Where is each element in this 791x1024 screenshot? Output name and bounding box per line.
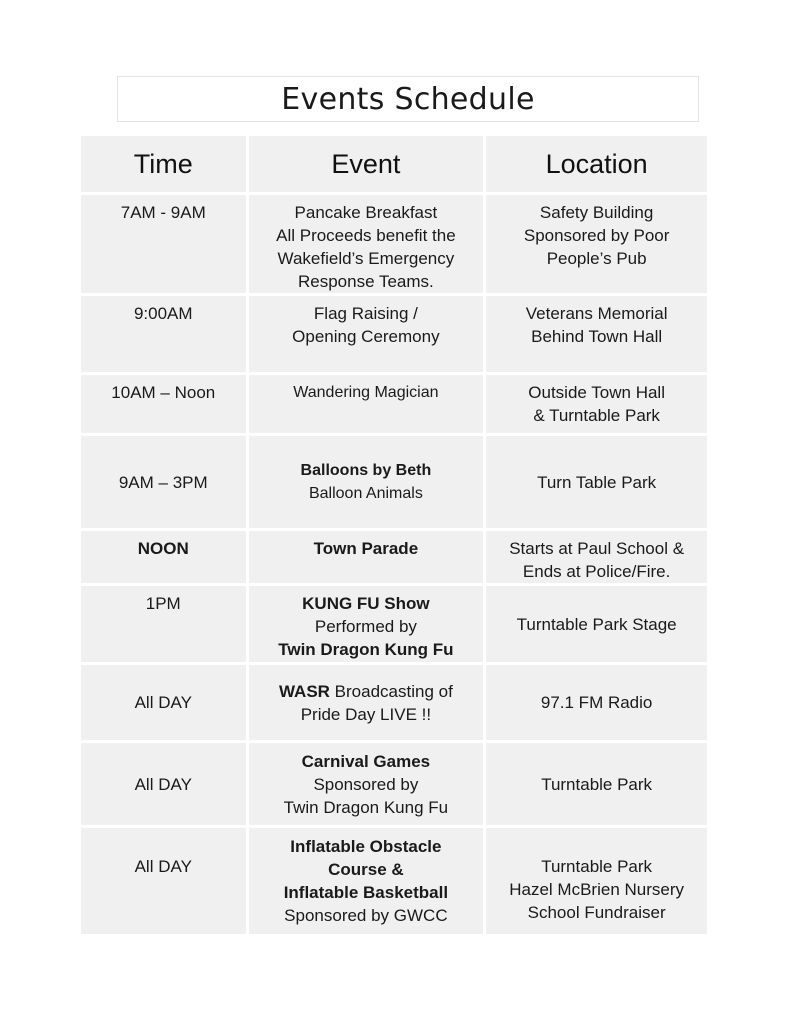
location-line: Behind Town Hall [531,327,663,346]
location-line: & Turntable Park [533,406,660,425]
event-line: Opening Ceremony [292,327,440,346]
event-cell [249,586,484,662]
event-line: Inflatable Obstacle [290,837,442,856]
table-row [81,375,707,433]
time-cell: 10AM – Noon [81,375,246,433]
location-cell [486,436,707,528]
broadcaster-name: WASR [278,681,330,701]
table-row [81,586,707,662]
location-line: Turntable Park [541,857,653,876]
event-line-rest: Broadcasting of [329,681,453,701]
time-cell: 7AM - 9AM [81,195,246,293]
event-cell [249,436,484,528]
location-line: School Fundraiser [527,903,666,922]
event-line: Sponsored by GWCC [284,906,448,925]
location-line: Starts at Paul School & [509,539,685,558]
location-line: Hazel McBrien Nursery [509,880,685,899]
location-cell [486,296,707,372]
time-cell: 9AM – 3PM [81,436,246,528]
header-row [81,136,707,192]
header-time: Time [81,136,246,192]
event-line: Response Teams. [298,272,434,291]
title-box [117,76,699,122]
event-line: Flag Raising / [313,304,418,323]
header-location: Location [486,136,707,192]
event-line: KUNG FU Show [302,594,430,613]
event-line: Wandering Magician [293,384,439,401]
location-cell [486,743,707,825]
time-cell: NOON [81,531,246,583]
table-row [81,531,707,583]
event-cell [249,531,484,583]
event-cell [249,828,484,934]
event-line: Carnival Games [301,751,431,771]
event-cell [249,743,484,825]
table-row [81,665,707,740]
location-line: Sponsored by Poor [523,226,670,245]
event-line: Inflatable Basketball [283,883,449,902]
location-line: Turntable Park [541,774,653,794]
event-line: Balloons by Beth [300,462,432,479]
event-line: Twin Dragon Kung Fu [283,797,449,817]
location-line: Outside Town Hall [528,383,665,402]
event-line: Wakefield’s Emergency [277,249,455,268]
event-line: Pancake Breakfast [294,203,438,222]
location-line: Turntable Park Stage [516,614,677,634]
event-cell [249,296,484,372]
location-line: Ends at Police/Fire. [522,562,671,581]
location-line: 97.1 FM Radio [540,693,653,712]
location-line: People’s Pub [546,249,647,268]
location-cell [486,531,707,583]
time-cell: 1PM [81,586,246,662]
location-cell [486,665,707,740]
event-cell [249,665,484,740]
event-line: Pride Day LIVE !! [300,704,432,724]
time-cell: All DAY [81,743,246,825]
page-title: Events Schedule [281,81,535,117]
event-cell [249,195,484,293]
location-line: Turn Table Park [537,472,657,492]
event-line: Performed by [314,617,417,636]
location-cell [486,586,707,662]
table-row [81,296,707,372]
event-line: Balloon Animals [308,485,423,502]
event-line: Town Parade [313,539,419,558]
time-cell: All DAY [81,828,246,934]
event-line [253,680,480,703]
event-line: Twin Dragon Kung Fu [278,640,454,659]
schedule-table [78,133,710,937]
location-cell [486,375,707,433]
table-row [81,195,707,293]
location-cell [486,195,707,293]
location-line: Veterans Memorial [525,304,668,323]
table-row [81,828,707,934]
header-event: Event [249,136,484,192]
event-cell [249,375,484,433]
table-row [81,743,707,825]
table-row [81,436,707,528]
event-line: Sponsored by [313,774,419,794]
event-line: Course & [328,860,404,879]
time-cell: All DAY [81,665,246,740]
location-line: Safety Building [539,203,654,222]
location-cell [486,828,707,934]
time-cell: 9:00AM [81,296,246,372]
event-line: All Proceeds benefit the [276,226,456,245]
